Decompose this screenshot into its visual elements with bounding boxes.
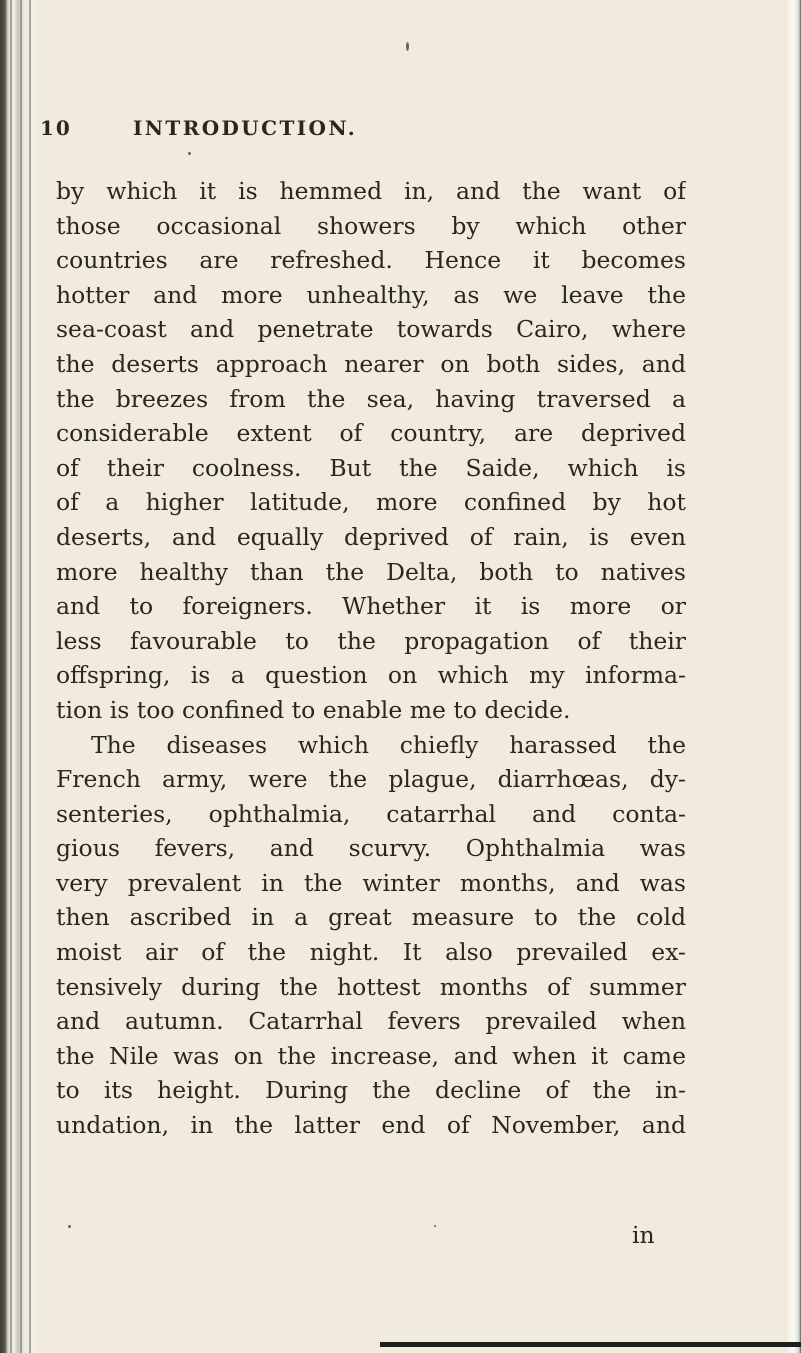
book-gutter xyxy=(0,0,36,1353)
paper-speck xyxy=(406,42,409,51)
text-line: and to foreigners. Whether it is more or xyxy=(56,592,686,621)
book-page xyxy=(36,0,787,1353)
text-line: sea-coast and penetrate towards Cairo, where xyxy=(56,315,686,344)
text-line: tion is too confined to enable me to decide. xyxy=(56,695,571,724)
text-line: by which it is hemmed in, and the want of xyxy=(56,177,686,205)
paper-speck xyxy=(68,1225,71,1228)
running-head: INTRODUCTION. xyxy=(133,116,358,140)
text-line: The diseases which chiefly harassed the xyxy=(91,730,686,759)
text-line: senteries, ophthalmia, catarrhal and conta- xyxy=(56,799,686,828)
text-line: more healthy than the Delta, both to natives xyxy=(56,557,686,586)
text-line: to its height. During the decline of the in- xyxy=(56,1076,686,1105)
page-bottom-edge xyxy=(380,1342,801,1347)
text-line: less favourable to the propagation of their xyxy=(56,626,686,655)
catchword: in xyxy=(632,1221,655,1249)
text-line: countries are refreshed. Hence it becomes xyxy=(56,246,686,275)
text-line: deserts, and equally deprived of rain, is even xyxy=(56,522,686,551)
text-line: French army, were the plague, diarrhœas, dy- xyxy=(56,765,686,794)
text-line: offspring, is a question on which my informa- xyxy=(56,661,686,690)
text-line: of their coolness. But the Saide, which is xyxy=(56,453,686,482)
body-text xyxy=(56,174,686,1143)
text-line: considerable extent of country, are deprived xyxy=(56,419,686,448)
page-number: 10 xyxy=(40,116,72,140)
text-line: gious fevers, and scurvy. Ophthalmia was xyxy=(56,834,686,863)
text-line: then ascribed in a great measure to the cold xyxy=(56,903,686,932)
text-line: and autumn. Catarrhal fevers prevailed when xyxy=(56,1007,686,1036)
text-line: of a higher latitude, more confined by hot xyxy=(56,488,686,517)
gutter-line xyxy=(29,0,31,1353)
text-line: the deserts approach nearer on both sides, and xyxy=(56,349,686,378)
text-line: moist air of the night. It also prevailed ex- xyxy=(56,938,686,967)
paper-speck xyxy=(188,152,191,155)
text-line: those occasional showers by which other xyxy=(56,211,686,240)
text-line: very prevalent in the winter months, and was xyxy=(56,868,686,897)
page-edge xyxy=(787,0,801,1353)
text-line: hotter and more unhealthy, as we leave the xyxy=(56,280,686,309)
page-header xyxy=(40,116,740,146)
gutter-line xyxy=(10,0,12,1353)
gutter-line xyxy=(20,0,22,1353)
text-line: tensively during the hottest months of summer xyxy=(56,972,686,1001)
text-line: undation, in the latter end of November, and xyxy=(56,1111,686,1140)
paper-speck xyxy=(434,1225,436,1227)
text-line: the breezes from the sea, having traversed a xyxy=(56,384,686,413)
text-line: the Nile was on the increase, and when it came xyxy=(56,1041,686,1070)
